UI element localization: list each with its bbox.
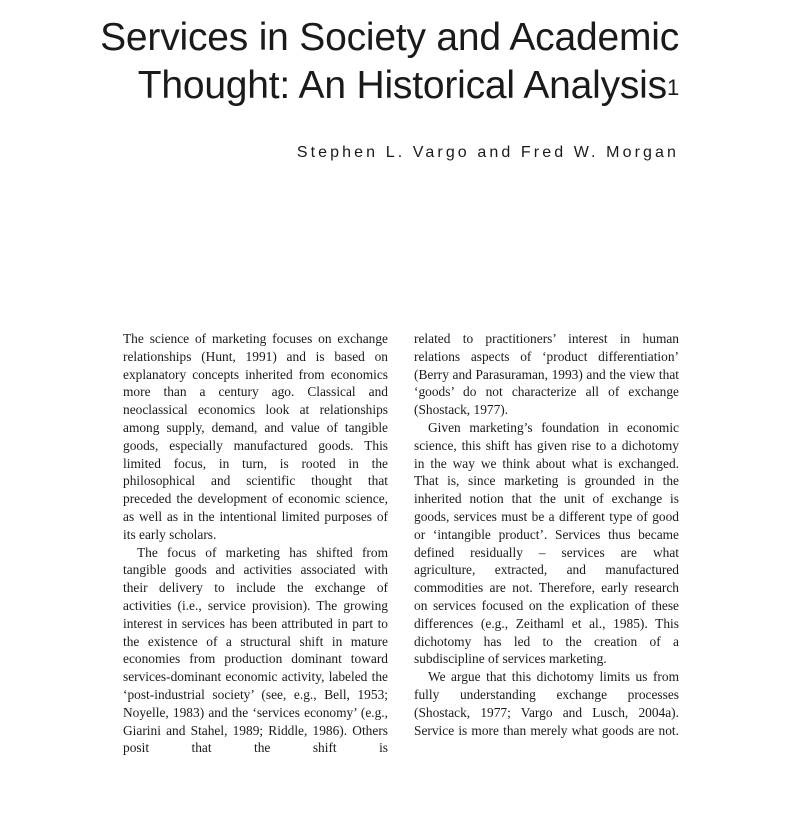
paragraph: related to practitioners’ interest in human relations aspects of ‘product differentiation’ (Berry and Parasuraman, 1993) and the view that ‘goods’ do not characterize all of exchange (Shostack, 1977). xyxy=(414,331,679,418)
paragraph: Given marketing’s foundation in economic science, this shift has given rise to a dichotomy in the way we think about what is exchanged. That is, since marketing is grounded in the inherited notion that the unit of exchange is goods, services must be a different type of good or ‘intangible product’. Services thus became defined residually – services are what agriculture, extracted, and manufactured commodities are not. Therefore, early research on services focused on the explication of these differences (e.g., Zeithaml et al., 1985). This dichotomy has led to the creation of a subdiscipline of services marketing. xyxy=(414,419,679,667)
body-column-left xyxy=(123,330,388,757)
article-title xyxy=(39,14,679,110)
title-line-2 xyxy=(39,62,679,110)
paragraph: The focus of marketing has shifted from tangible goods and activities associated with their delivery to include the exchange of activities (i.e., service provision). The growing interest in services has been attributed in part to the existence of a structural shift in mature economies from production dominant toward services-dominant economic activity, labeled the ‘post-industrial society’ (see, e.g., Bell, 1953; Noyelle, 1983) and the ‘services economy’ (e.g., Giarini and Stahel, 1989; Riddle, 1986). Others posit that the shift is xyxy=(123,544,388,756)
paragraph: The science of marketing focuses on exchange relationships (Hunt, 1991) and is based on explanatory concepts inherited from economics more than a century ago. Classical and neoclassical economics look at relationships among supply, demand, and value of tangible goods, especially manufactured goods. This limited focus, in turn, is rooted in the philosophical and scientific thought that preceded the development of economic science, as well as in the intentional limited purposes of its early scholars. xyxy=(123,331,388,542)
body-column-right xyxy=(414,330,679,739)
footnote-marker[interactable]: 1 xyxy=(666,75,679,100)
title-line-1: Services in Society and Academic xyxy=(100,16,679,59)
paragraph: We argue that this dichotomy limits us from fully understanding exchange processes (Shostack, 1977; Vargo and Lusch, 2004a). Service is more than merely what goods are not. xyxy=(414,669,679,738)
title-line-2-text: Thought: An Historical Analysis xyxy=(137,64,667,107)
author-byline: Stephen L. Vargo and Fred W. Morgan xyxy=(296,144,679,161)
